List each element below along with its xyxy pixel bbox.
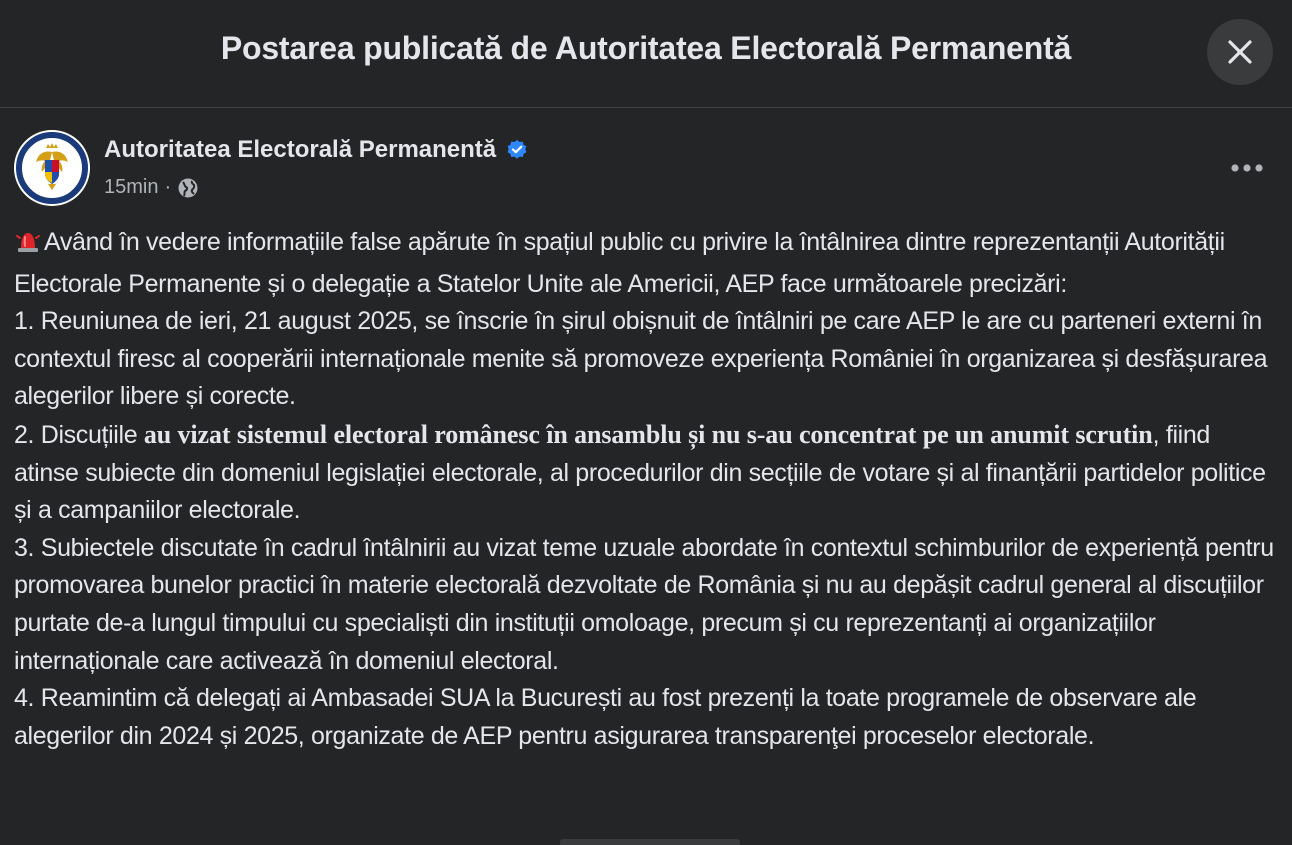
post-item-4: 4. Reamintim că delegați ai Ambasadei SUA la București au fost prezenți la toate programele de observare ale alegerilor din 2024 și 2025, organizate de AEP pentru asigurarea transparenţei proceselor electorale. [14, 684, 1197, 750]
post-body [14, 224, 1278, 755]
avatar[interactable] [14, 130, 90, 206]
post-intro-text: Având în vedere informațiile false apărute în spațiul public cu privire la întâlnirea dintre reprezentanții Autorității Electorale Permanente și o delegație a Statelor Unite ale Americii, AEP face următoarele precizări: [14, 228, 1225, 298]
aep-logo-icon [14, 130, 90, 206]
more-options-icon [1230, 163, 1264, 173]
dialog-header [0, 0, 1292, 108]
post-timestamp[interactable]: 15min [104, 176, 159, 198]
post-item-1: 1. Reuniunea de ieri, 21 august 2025, se înscrie în șirul obișnuit de întâlniri pe care AEP le are cu parteneri externi în contextul firesc al cooperării internaționale menite să promoveze experiența României în organizarea și desfășurarea alegerilor libere și corecte. [14, 307, 1268, 411]
post-item-2 [14, 416, 1278, 530]
meta-separator: · [164, 176, 172, 198]
close-button[interactable] [1207, 19, 1273, 85]
globe-icon [177, 177, 199, 199]
dialog-title: Postarea publicată de Autoritatea Electorală Permanentă [220, 30, 1072, 66]
close-icon [1225, 37, 1255, 67]
page-name-link[interactable]: Autoritatea Electorală Permanentă [104, 136, 497, 163]
post-intro-paragraph [14, 224, 1278, 303]
more-options-button[interactable] [1224, 150, 1270, 186]
page-name [104, 136, 528, 164]
siren-emoji-icon [14, 228, 42, 266]
post-item-2-prefix: 2. Discuțiile [14, 420, 144, 449]
post-meta [104, 176, 199, 199]
post-item-2-emphasis: au vizat sistemul electoral românesc în ansamblu și nu s-au concentrat pe un anumit scrutin [143, 419, 1153, 449]
post-item-2-suffix: , fiind atinse subiecte din domeniul legislației electorale, al procedurilor din secțiile de votare și al finanțării partidelor politice și a campaniilor electorale. [14, 420, 1266, 525]
media-preview-edge [560, 839, 740, 845]
post-header [14, 130, 1278, 210]
verified-badge-icon [506, 139, 528, 161]
post-item-3: 3. Subiectele discutate în cadrul întâlnirii au vizat teme uzuale abordate în contextul schimburilor de experiență pentru promovarea bunelor practici în materie electorală dezvoltate de România și nu au depășit cadrul general al discuțiilor purtate de-a lungul timpului cu specialiști din instituții omoloage, precum și cu reprezentanți ai organizațiilor internaționale care activează în domeniul electoral. [14, 533, 1274, 675]
